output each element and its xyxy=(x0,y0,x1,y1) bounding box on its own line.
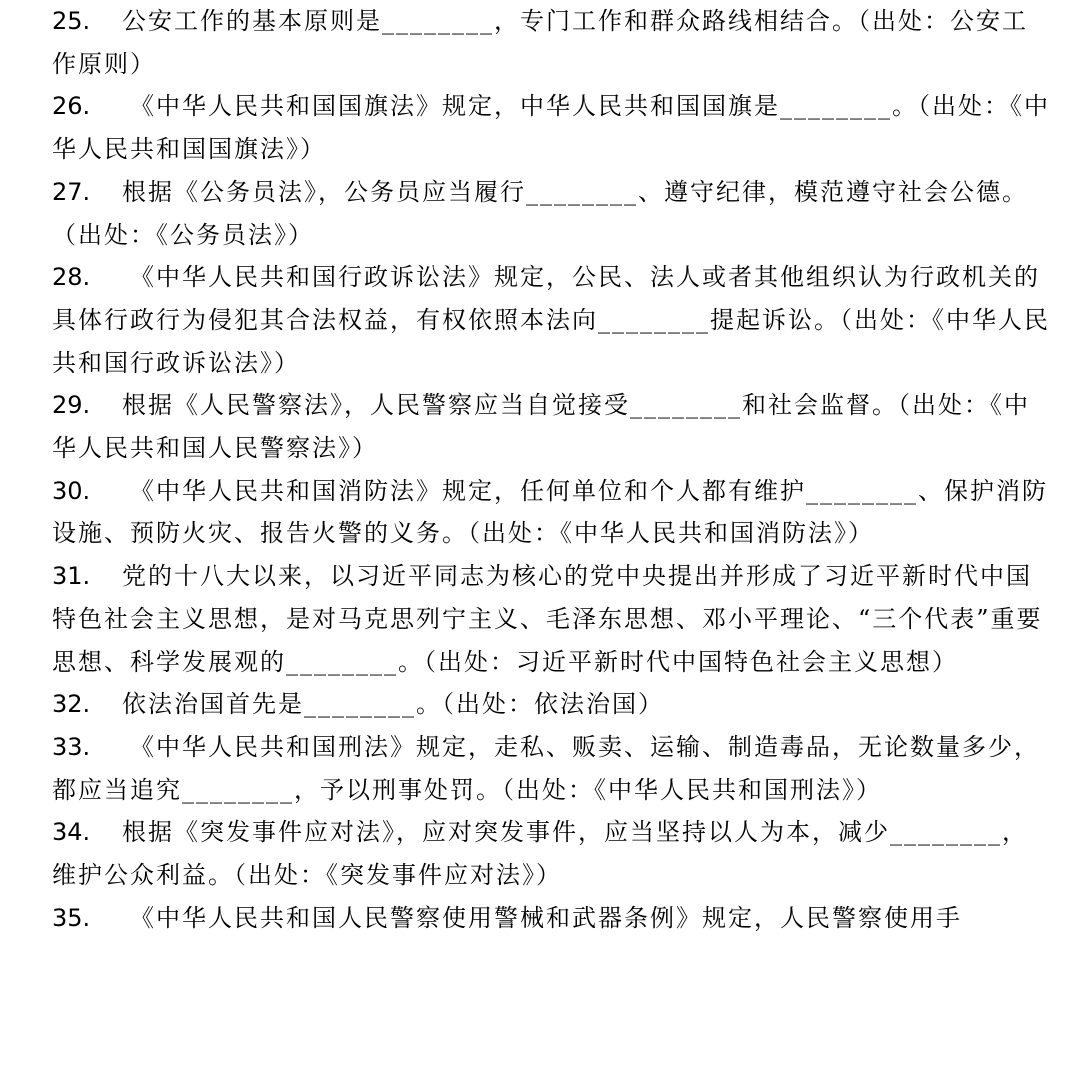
question-number: 25. xyxy=(52,7,91,35)
question-text: 根据《人民警察法》，人民警察应当自觉接受________和社会监督。（出处：《中华人民共和国人民警察法》） xyxy=(52,391,1030,463)
question-34 xyxy=(52,811,1052,896)
question-number: 32. xyxy=(52,690,91,719)
question-text: 《中华人民共和国人民警察使用警械和武器条例》规定，人民警察使用手 xyxy=(130,903,962,932)
question-text: 《中华人民共和国国旗法》规定，中华人民共和国国旗是________。（出处：《中华人民共和国国旗法》） xyxy=(52,92,1050,164)
question-28 xyxy=(52,256,1052,384)
question-35 xyxy=(52,897,1052,940)
question-number: 31. xyxy=(52,562,91,591)
question-number: 28. xyxy=(52,263,91,292)
question-32 xyxy=(52,683,1052,726)
question-26 xyxy=(52,85,1052,170)
question-29 xyxy=(52,384,1052,469)
question-number: 33. xyxy=(52,732,91,761)
question-number: 30. xyxy=(52,476,91,505)
question-list xyxy=(52,0,1052,939)
question-27 xyxy=(52,171,1052,256)
question-text: 依法治国首先是________。（出处：依法治国） xyxy=(122,690,664,719)
question-30 xyxy=(52,470,1052,555)
question-text: 根据《突发事件应对法》，应对突发事件，应当坚持以人为本，减少________，维护公众利益。（出处：《突发事件应对法》） xyxy=(52,818,1028,890)
question-number: 34. xyxy=(52,818,91,847)
question-number: 26. xyxy=(52,92,91,121)
question-text: 党的十八大以来，以习近平同志为核心的党中央提出并形成了习近平新时代中国特色社会主义思想，是对马克思列宁主义、毛泽东思想、邓小平理论、“三个代表”重要思想、科学发展观的________。（出处：习近平新时代中国特色社会主义思想） xyxy=(52,562,1043,676)
question-number: 27. xyxy=(52,177,91,206)
question-text: 根据《公务员法》，公务员应当履行________、遵守纪律，模范遵守社会公德。（出处：《公务员法》） xyxy=(52,177,1028,249)
question-number: 29. xyxy=(52,391,91,420)
question-text: 公安工作的基本原则是________，专门工作和群众路线相结合。（出处：公安工作原则） xyxy=(52,7,1028,78)
question-25 xyxy=(52,0,1052,85)
question-31 xyxy=(52,555,1052,683)
question-text: 《中华人民共和国刑法》规定，走私、贩卖、运输、制造毒品，无论数量多少，都应当追究________，予以刑事处罚。（出处：《中华人民共和国刑法》） xyxy=(52,732,1040,804)
question-text: 《中华人民共和国行政诉讼法》规定，公民、法人或者其他组织认为行政机关的具体行政行为侵犯其合法权益，有权依照本法向________提起诉讼。（出处：《中华人民共和国行政诉讼法》） xyxy=(52,263,1050,377)
question-33 xyxy=(52,726,1052,811)
question-text: 《中华人民共和国消防法》规定，任何单位和个人都有维护________、保护消防设施、预防火灾、报告火警的义务。（出处：《中华人民共和国消防法》） xyxy=(52,476,1048,548)
question-number: 35. xyxy=(52,903,91,932)
